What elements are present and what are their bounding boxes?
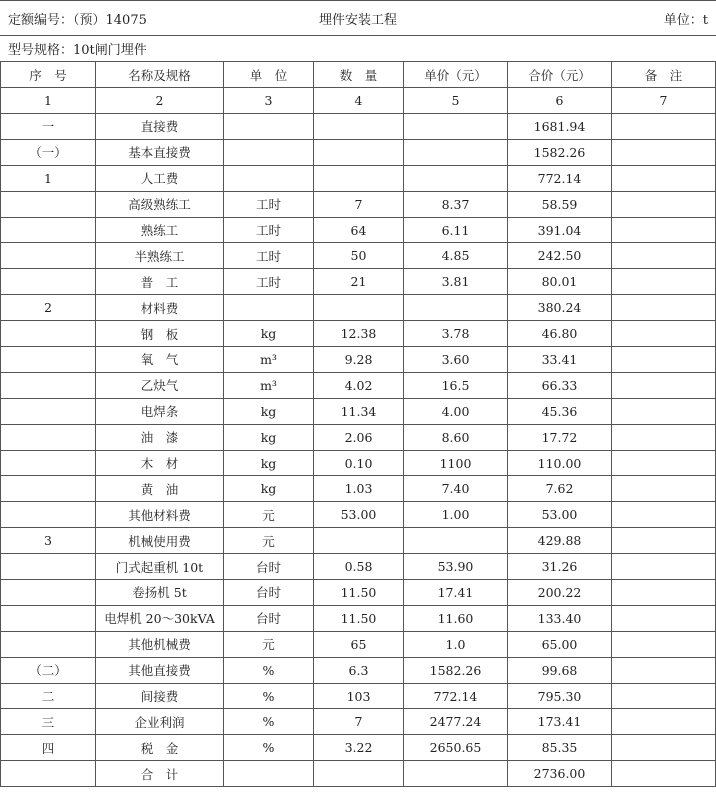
row-name: 钢 板 [96, 321, 224, 347]
row-note [612, 476, 716, 502]
row-qty: 7 [314, 191, 404, 217]
table-row [1, 217, 716, 243]
row-name: 人工费 [96, 165, 224, 191]
row-unit: kg [224, 476, 314, 502]
row-total: 99.68 [508, 657, 612, 683]
row-price: 7.40 [404, 476, 508, 502]
row-qty [314, 528, 404, 554]
row-total: 242.50 [508, 243, 612, 269]
row-qty: 3.22 [314, 735, 404, 761]
row-qty: 0.10 [314, 450, 404, 476]
row-seq: （一） [1, 139, 96, 165]
column-header: 序 号 [1, 62, 96, 88]
row-qty [314, 761, 404, 787]
row-note [612, 217, 716, 243]
column-number: 6 [508, 88, 612, 114]
row-qty: 1.03 [314, 476, 404, 502]
row-qty [314, 139, 404, 165]
table-row [1, 139, 716, 165]
row-note [612, 761, 716, 787]
row-note [612, 657, 716, 683]
table-row [1, 269, 716, 295]
row-name: 乙炔气 [96, 372, 224, 398]
row-note [612, 554, 716, 580]
row-name: 材料费 [96, 295, 224, 321]
row-price [404, 114, 508, 140]
row-qty [314, 165, 404, 191]
row-qty: 50 [314, 243, 404, 269]
row-price: 4.00 [404, 398, 508, 424]
row-note [612, 502, 716, 528]
row-name: 卷扬机 5t [96, 580, 224, 606]
row-total: 33.41 [508, 347, 612, 373]
row-total: 2736.00 [508, 761, 612, 787]
row-qty: 12.38 [314, 321, 404, 347]
table-row [1, 502, 716, 528]
row-qty: 103 [314, 683, 404, 709]
row-total: 65.00 [508, 631, 612, 657]
table-row [1, 735, 716, 761]
row-price [404, 139, 508, 165]
row-unit: % [224, 657, 314, 683]
row-unit: 工时 [224, 243, 314, 269]
row-price: 2477.24 [404, 709, 508, 735]
row-seq [1, 580, 96, 606]
row-name: 半熟练工 [96, 243, 224, 269]
row-note [612, 683, 716, 709]
row-total: 85.35 [508, 735, 612, 761]
row-total: 391.04 [508, 217, 612, 243]
row-seq [1, 321, 96, 347]
row-price: 16.5 [404, 372, 508, 398]
column-number: 5 [404, 88, 508, 114]
row-note [612, 709, 716, 735]
row-name: 电焊条 [96, 398, 224, 424]
header-bar [0, 0, 716, 36]
table-row [1, 631, 716, 657]
row-price: 6.11 [404, 217, 508, 243]
row-name: 油 漆 [96, 424, 224, 450]
row-seq: 二 [1, 683, 96, 709]
table-row [1, 372, 716, 398]
row-unit: 元 [224, 502, 314, 528]
row-unit: % [224, 709, 314, 735]
row-total: 7.62 [508, 476, 612, 502]
row-price [404, 295, 508, 321]
row-total: 80.01 [508, 269, 612, 295]
row-note [612, 580, 716, 606]
row-seq: 四 [1, 735, 96, 761]
row-price [404, 165, 508, 191]
row-name: 间接费 [96, 683, 224, 709]
row-price: 11.60 [404, 605, 508, 631]
row-name: 机械使用费 [96, 528, 224, 554]
row-seq [1, 554, 96, 580]
row-qty: 65 [314, 631, 404, 657]
row-price: 8.60 [404, 424, 508, 450]
row-name: 熟练工 [96, 217, 224, 243]
row-total: 380.24 [508, 295, 612, 321]
row-total: 45.36 [508, 398, 612, 424]
row-total: 429.88 [508, 528, 612, 554]
row-seq: 1 [1, 165, 96, 191]
row-seq: 一 [1, 114, 96, 140]
row-qty: 9.28 [314, 347, 404, 373]
row-seq [1, 450, 96, 476]
row-name: 合 计 [96, 761, 224, 787]
row-note [612, 165, 716, 191]
row-unit: 台时 [224, 580, 314, 606]
row-name: 普 工 [96, 269, 224, 295]
row-note [612, 528, 716, 554]
unit-label: 单位：t [663, 12, 708, 28]
row-note [612, 424, 716, 450]
row-seq [1, 217, 96, 243]
row-total: 772.14 [508, 165, 612, 191]
row-note [612, 631, 716, 657]
row-note [612, 347, 716, 373]
table-row [1, 165, 716, 191]
table-row [1, 580, 716, 606]
row-unit [224, 295, 314, 321]
row-name: 其他机械费 [96, 631, 224, 657]
column-header: 数 量 [314, 62, 404, 88]
column-header: 单 位 [224, 62, 314, 88]
row-note [612, 321, 716, 347]
row-total: 1681.94 [508, 114, 612, 140]
row-unit: % [224, 683, 314, 709]
row-seq [1, 761, 96, 787]
table-row [1, 476, 716, 502]
row-name: 高级熟练工 [96, 191, 224, 217]
row-seq [1, 243, 96, 269]
row-price: 772.14 [404, 683, 508, 709]
row-note [612, 735, 716, 761]
row-seq: 3 [1, 528, 96, 554]
row-name: 其他直接费 [96, 657, 224, 683]
row-price: 3.60 [404, 347, 508, 373]
row-price: 3.81 [404, 269, 508, 295]
row-seq: 2 [1, 295, 96, 321]
column-header: 备 注 [612, 62, 716, 88]
column-header: 单价（元） [404, 62, 508, 88]
table-row [1, 321, 716, 347]
row-note [612, 139, 716, 165]
row-note [612, 269, 716, 295]
row-total: 1582.26 [508, 139, 612, 165]
spec-label: 型号规格：10t闸门埋件 [8, 42, 147, 58]
row-name: 黄 油 [96, 476, 224, 502]
table-row [1, 191, 716, 217]
row-total: 46.80 [508, 321, 612, 347]
row-price: 8.37 [404, 191, 508, 217]
row-name: 直接费 [96, 114, 224, 140]
row-note [612, 295, 716, 321]
row-unit [224, 761, 314, 787]
column-number-row [1, 88, 716, 114]
row-total: 110.00 [508, 450, 612, 476]
row-price: 1100 [404, 450, 508, 476]
row-note [612, 450, 716, 476]
row-unit: kg [224, 450, 314, 476]
row-qty: 6.3 [314, 657, 404, 683]
row-unit: 台时 [224, 605, 314, 631]
table-row [1, 657, 716, 683]
spec-bar [0, 35, 716, 61]
column-number: 4 [314, 88, 404, 114]
row-qty: 64 [314, 217, 404, 243]
row-price: 1582.26 [404, 657, 508, 683]
row-seq [1, 502, 96, 528]
row-name: 基本直接费 [96, 139, 224, 165]
row-seq [1, 398, 96, 424]
row-unit: 台时 [224, 554, 314, 580]
table-row [1, 347, 716, 373]
row-name: 其他材料费 [96, 502, 224, 528]
row-note [612, 372, 716, 398]
row-seq [1, 269, 96, 295]
row-note [612, 398, 716, 424]
row-name: 氧 气 [96, 347, 224, 373]
table-row [1, 554, 716, 580]
row-price: 53.90 [404, 554, 508, 580]
row-price: 1.00 [404, 502, 508, 528]
row-seq: 三 [1, 709, 96, 735]
row-note [612, 243, 716, 269]
row-unit: 工时 [224, 269, 314, 295]
row-price: 4.85 [404, 243, 508, 269]
row-note [612, 191, 716, 217]
table-row [1, 761, 716, 787]
row-qty: 11.34 [314, 398, 404, 424]
column-number: 2 [96, 88, 224, 114]
row-seq [1, 605, 96, 631]
row-total: 58.59 [508, 191, 612, 217]
column-number: 1 [1, 88, 96, 114]
row-unit: % [224, 735, 314, 761]
row-price: 17.41 [404, 580, 508, 606]
quota-number: 定额编号：（预）14075 [8, 12, 147, 28]
table-row [1, 295, 716, 321]
row-name: 门式起重机 10t [96, 554, 224, 580]
row-total: 31.26 [508, 554, 612, 580]
row-unit: 工时 [224, 191, 314, 217]
row-qty: 11.50 [314, 605, 404, 631]
row-name: 税 金 [96, 735, 224, 761]
row-name: 企业利润 [96, 709, 224, 735]
row-unit: kg [224, 398, 314, 424]
row-seq [1, 631, 96, 657]
row-unit [224, 139, 314, 165]
row-qty: 53.00 [314, 502, 404, 528]
row-total: 66.33 [508, 372, 612, 398]
row-total: 795.30 [508, 683, 612, 709]
row-unit: 元 [224, 528, 314, 554]
row-total: 133.40 [508, 605, 612, 631]
row-unit: 工时 [224, 217, 314, 243]
row-unit: kg [224, 424, 314, 450]
table-row [1, 398, 716, 424]
column-header: 名称及规格 [96, 62, 224, 88]
table-row [1, 709, 716, 735]
row-name: 电焊机 20～30kVA [96, 605, 224, 631]
row-unit: 元 [224, 631, 314, 657]
row-qty: 4.02 [314, 372, 404, 398]
row-qty: 11.50 [314, 580, 404, 606]
document-title: 埋件安装工程 [318, 12, 397, 28]
column-number: 7 [612, 88, 716, 114]
row-price: 2650.65 [404, 735, 508, 761]
row-note [612, 114, 716, 140]
row-seq [1, 424, 96, 450]
row-unit: m³ [224, 347, 314, 373]
row-qty: 0.58 [314, 554, 404, 580]
row-total: 173.41 [508, 709, 612, 735]
table-row [1, 528, 716, 554]
table-row [1, 450, 716, 476]
table-row [1, 683, 716, 709]
row-qty [314, 114, 404, 140]
row-price: 3.78 [404, 321, 508, 347]
row-total: 200.22 [508, 580, 612, 606]
row-unit: m³ [224, 372, 314, 398]
row-unit [224, 165, 314, 191]
table-row [1, 243, 716, 269]
row-price: 1.0 [404, 631, 508, 657]
row-name: 木 材 [96, 450, 224, 476]
row-qty [314, 295, 404, 321]
row-seq: （二） [1, 657, 96, 683]
row-seq [1, 347, 96, 373]
row-unit [224, 114, 314, 140]
row-price [404, 761, 508, 787]
row-unit: kg [224, 321, 314, 347]
row-qty: 2.06 [314, 424, 404, 450]
table-row [1, 114, 716, 140]
row-price [404, 528, 508, 554]
row-qty: 7 [314, 709, 404, 735]
row-seq [1, 476, 96, 502]
row-total: 53.00 [508, 502, 612, 528]
row-seq [1, 372, 96, 398]
quota-table [0, 61, 716, 787]
row-qty: 21 [314, 269, 404, 295]
column-header: 合价（元） [508, 62, 612, 88]
column-number: 3 [224, 88, 314, 114]
table-row [1, 605, 716, 631]
row-note [612, 605, 716, 631]
row-total: 17.72 [508, 424, 612, 450]
column-header-row [1, 62, 716, 88]
table-row [1, 424, 716, 450]
row-seq [1, 191, 96, 217]
table-body [1, 114, 716, 787]
